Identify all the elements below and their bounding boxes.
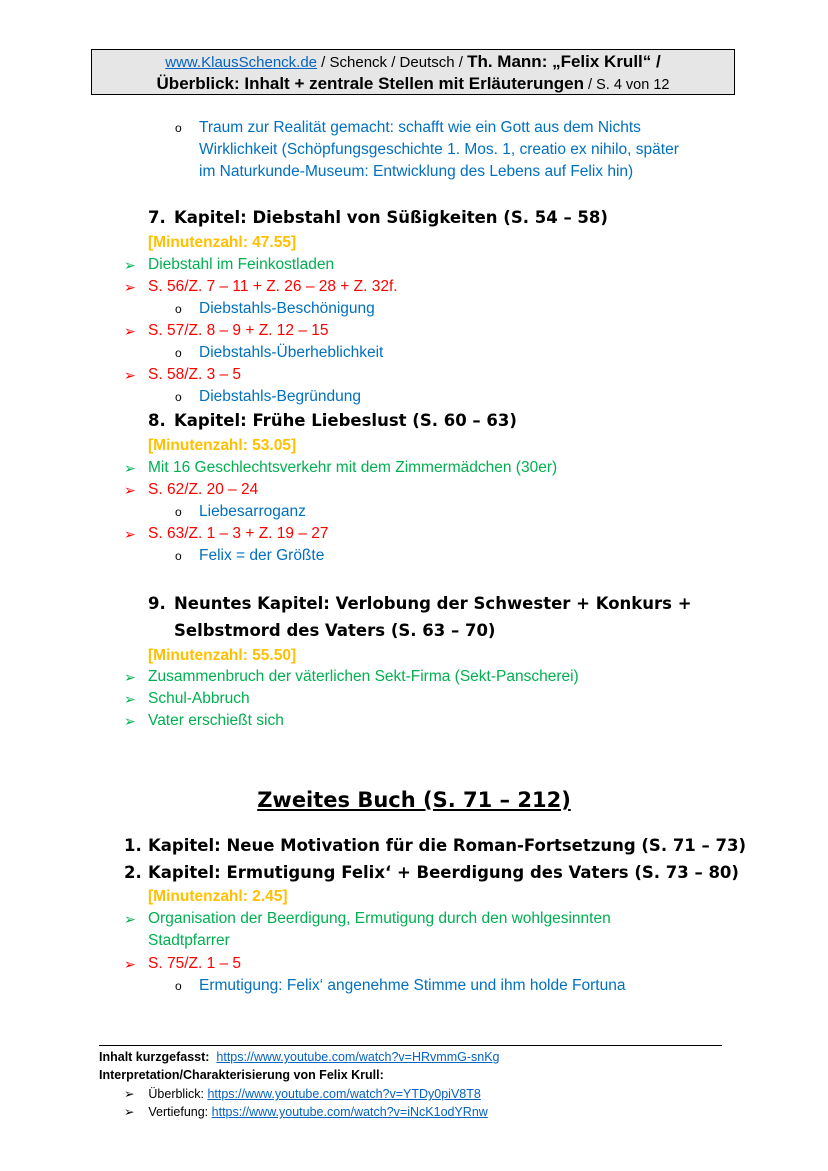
chapter-7-title: Kapitel: Diebstahl von Süßigkeiten (S. 54 – 58) bbox=[174, 208, 608, 227]
page-header bbox=[91, 49, 735, 95]
header-subtitle: Überblick: Inhalt + zentrale Stellen mit Erläuterungen bbox=[156, 74, 584, 93]
arrow-bullet: ➢ bbox=[124, 911, 136, 927]
footer-deepening-label: Vertiefung: bbox=[148, 1105, 212, 1119]
chapter-9-number: 9. bbox=[148, 594, 166, 613]
site-link[interactable]: www.KlausSchenck.de bbox=[165, 54, 318, 71]
book-2-minutes: [Minutenzahl: 2.45] bbox=[148, 888, 288, 905]
book-2-chapter-2-title: Kapitel: Ermutigung Felix‘ + Beerdigung des Vaters (S. 73 – 80) bbox=[148, 863, 739, 882]
chapter-8-number: 8. bbox=[148, 411, 166, 430]
arrow-bullet: ➢ bbox=[124, 323, 136, 339]
footer-summary-label: Inhalt kurzgefasst: bbox=[99, 1050, 210, 1064]
circle-bullet: o bbox=[175, 505, 182, 519]
arrow-bullet: ➢ bbox=[124, 669, 136, 685]
chapter-8-ref-1: S. 62/Z. 20 – 24 bbox=[148, 481, 259, 498]
chapter-7-note-3: Diebstahls-Begründung bbox=[199, 388, 361, 405]
intro-line-3: im Naturkunde-Museum: Entwicklung des Lebens auf Felix hin) bbox=[199, 163, 634, 180]
book-2-chapter-1-title: Kapitel: Neue Motivation für die Roman-Fortsetzung (S. 71 – 73) bbox=[148, 836, 747, 855]
circle-bullet: o bbox=[175, 302, 182, 316]
footer-summary-link[interactable]: https://www.youtube.com/watch?v=HRvmmG-snKg bbox=[216, 1050, 500, 1064]
header-path: / Schenck / Deutsch / bbox=[317, 54, 468, 71]
chapter-8-note-2: Felix = der Größte bbox=[199, 547, 325, 564]
arrow-bullet: ➢ bbox=[124, 460, 136, 476]
arrow-bullet: ➢ bbox=[124, 526, 136, 542]
book-2-chapter-2-number: 2. bbox=[124, 863, 142, 882]
chapter-8-title: Kapitel: Frühe Liebeslust (S. 60 – 63) bbox=[174, 411, 517, 430]
arrow-bullet: ➢ bbox=[124, 279, 136, 295]
intro-line-2: Wirklichkeit (Schöpfungsgeschichte 1. Mos. 1, creatio ex nihilo, später bbox=[199, 141, 679, 158]
footer-line-3 bbox=[124, 1085, 481, 1103]
book-2-summary-1: Organisation der Beerdigung, Ermutigung durch den wohlgesinnten bbox=[148, 910, 611, 927]
book-2-ref-1: S. 75/Z. 1 – 5 bbox=[148, 955, 242, 972]
chapter-7-ref-1: S. 56/Z. 7 – 11 + Z. 26 – 28 + Z. 32f. bbox=[148, 278, 398, 295]
book-2-summary-2: Stadtpfarrer bbox=[148, 932, 230, 949]
footer-interpretation-label: Interpretation/Charakterisierung von Felix Krull: bbox=[99, 1068, 384, 1082]
chapter-9-summary-2: Schul-Abbruch bbox=[148, 690, 250, 707]
chapter-9-summary-1: Zusammenbruch der väterlichen Sekt-Firma (Sekt-Panscherei) bbox=[148, 668, 579, 685]
chapter-7-number: 7. bbox=[148, 208, 166, 227]
circle-bullet: o bbox=[175, 979, 182, 993]
chapter-9-minutes: [Minutenzahl: 55.50] bbox=[148, 647, 297, 664]
arrow-bullet: ➢ bbox=[124, 1087, 135, 1101]
chapter-7-ref-3: S. 58/Z. 3 – 5 bbox=[148, 366, 242, 383]
circle-bullet: o bbox=[175, 549, 182, 563]
book-2-chapter-1-number: 1. bbox=[124, 836, 142, 855]
book-2-title: Zweites Buch (S. 71 – 212) bbox=[257, 788, 571, 812]
footer-divider bbox=[99, 1045, 722, 1046]
footer-deepening-link[interactable]: https://www.youtube.com/watch?v=iNcK1odYRnw bbox=[211, 1105, 488, 1119]
arrow-bullet: ➢ bbox=[124, 956, 136, 972]
chapter-9-title-2: Selbstmord des Vaters (S. 63 – 70) bbox=[174, 621, 496, 640]
chapter-7-minutes: [Minutenzahl: 47.55] bbox=[148, 234, 297, 251]
circle-bullet: o bbox=[175, 121, 182, 135]
chapter-7-note-1: Diebstahls-Beschönigung bbox=[199, 300, 375, 317]
arrow-bullet: ➢ bbox=[124, 482, 136, 498]
chapter-8-ref-2: S. 63/Z. 1 – 3 + Z. 19 – 27 bbox=[148, 525, 329, 542]
circle-bullet: o bbox=[175, 346, 182, 360]
arrow-bullet: ➢ bbox=[124, 257, 136, 273]
circle-bullet: o bbox=[175, 390, 182, 404]
footer-overview-label: Überblick: bbox=[148, 1087, 208, 1101]
chapter-7-ref-2: S. 57/Z. 8 – 9 + Z. 12 – 15 bbox=[148, 322, 329, 339]
book-2-note-1: Ermutigung: Felix‘ angenehme Stimme und ihm holde Fortuna bbox=[199, 977, 626, 994]
footer-line-4 bbox=[124, 1103, 488, 1121]
chapter-7-summary: Diebstahl im Feinkostladen bbox=[148, 256, 335, 273]
arrow-bullet: ➢ bbox=[124, 1105, 135, 1119]
chapter-9-summary-3: Vater erschießt sich bbox=[148, 712, 284, 729]
arrow-bullet: ➢ bbox=[124, 713, 136, 729]
header-title: Th. Mann: „Felix Krull“ / bbox=[467, 52, 661, 71]
header-page: / S. 4 von 12 bbox=[584, 77, 670, 93]
arrow-bullet: ➢ bbox=[124, 367, 136, 383]
chapter-7-note-2: Diebstahls-Überheblichkeit bbox=[199, 344, 384, 361]
chapter-8-minutes: [Minutenzahl: 53.05] bbox=[148, 437, 297, 454]
chapter-8-note-1: Liebesarroganz bbox=[199, 503, 306, 520]
arrow-bullet: ➢ bbox=[124, 691, 136, 707]
footer-overview-link[interactable]: https://www.youtube.com/watch?v=YTDy0piV8T8 bbox=[207, 1087, 481, 1101]
chapter-8-summary: Mit 16 Geschlechtsverkehr mit dem Zimmermädchen (30er) bbox=[148, 459, 558, 476]
chapter-9-title-1: Neuntes Kapitel: Verlobung der Schwester + Konkurs + bbox=[174, 594, 692, 613]
intro-line-1: Traum zur Realität gemacht: schafft wie ein Gott aus dem Nichts bbox=[199, 119, 641, 136]
footer-line-1 bbox=[99, 1048, 499, 1066]
